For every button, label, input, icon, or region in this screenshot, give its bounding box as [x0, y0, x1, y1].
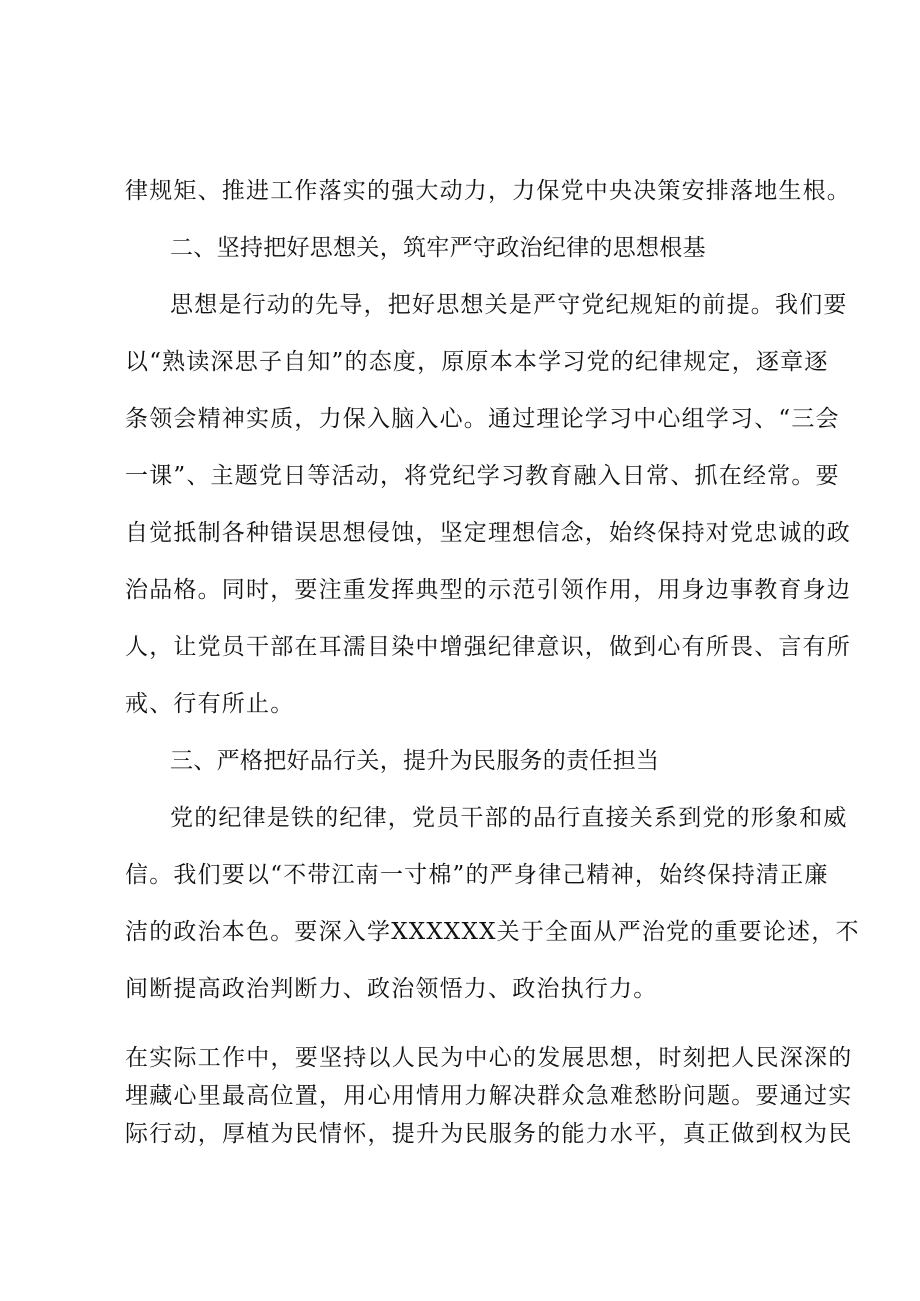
section-3-paragraph-2-line-2: 埋藏心里最高位置，用心用情用力解决群众急难愁盼问题。要通过实: [125, 1083, 853, 1109]
section-2-line-1: 思想是行动的先导，把好思想关是严守党纪规矩的前提。我们要: [170, 292, 848, 318]
section-3-paragraph-1-line-2: 信。我们要以“不带江南一寸棉”的严身律己精神，始终保持清正廉: [125, 862, 829, 888]
section-3-paragraph-2-line-3: 际行动，厚植为民情怀，提升为民服务的能力水平，真正做到权为民: [125, 1121, 853, 1147]
section-3-paragraph-2-line-1: 在实际工作中，要坚持以人民为中心的发展思想，时刻把人民深深的: [125, 1045, 853, 1071]
section-2-line-2: 以“熟读深思子自知”的态度，原原本本学习党的纪律规定，逐章逐: [125, 349, 829, 375]
section-2-line-8: 戒、行有所止。: [125, 691, 295, 717]
section-2-line-5: 自觉抵制各种错误思想侵蚀，坚定理想信念，始终保持对党忠诚的政: [125, 520, 851, 546]
section-2-line-6: 治品格。同时，要注重发挥典型的示范引领作用，用身边事教育身边: [125, 577, 851, 603]
section-2-line-3: 条领会精神实质，力保入脑入心。通过理论学习中心组学习、“三会: [125, 406, 840, 432]
section-3-paragraph-1-line-3: 洁的政治本色。要深入学XXXXXX关于全面从严治党的重要论述，不: [125, 919, 860, 945]
section-3-heading: 三、严格把好品行关，提升为民服务的责任担当: [170, 748, 660, 774]
section-3-paragraph-1-line-4: 间断提高政治判断力、政治领悟力、政治执行力。: [125, 976, 658, 1002]
section-2-line-7: 人，让党员干部在耳濡目染中增强纪律意识，做到心有所畏、言有所: [125, 634, 851, 660]
section-2-line-4: 一课”、主题党日等活动，将党纪学习教育融入日常、抓在经常。要: [125, 463, 840, 489]
section-3-paragraph-1-line-1: 党的纪律是铁的纪律，党员干部的品行直接关系到党的形象和威: [170, 805, 848, 831]
section-2-heading: 二、坚持把好思想关，筑牢严守政治纪律的思想根基: [170, 235, 706, 261]
opening-line: 律规矩、推进工作落实的强大动力，力保党中央决策安排落地生根。: [125, 178, 851, 204]
